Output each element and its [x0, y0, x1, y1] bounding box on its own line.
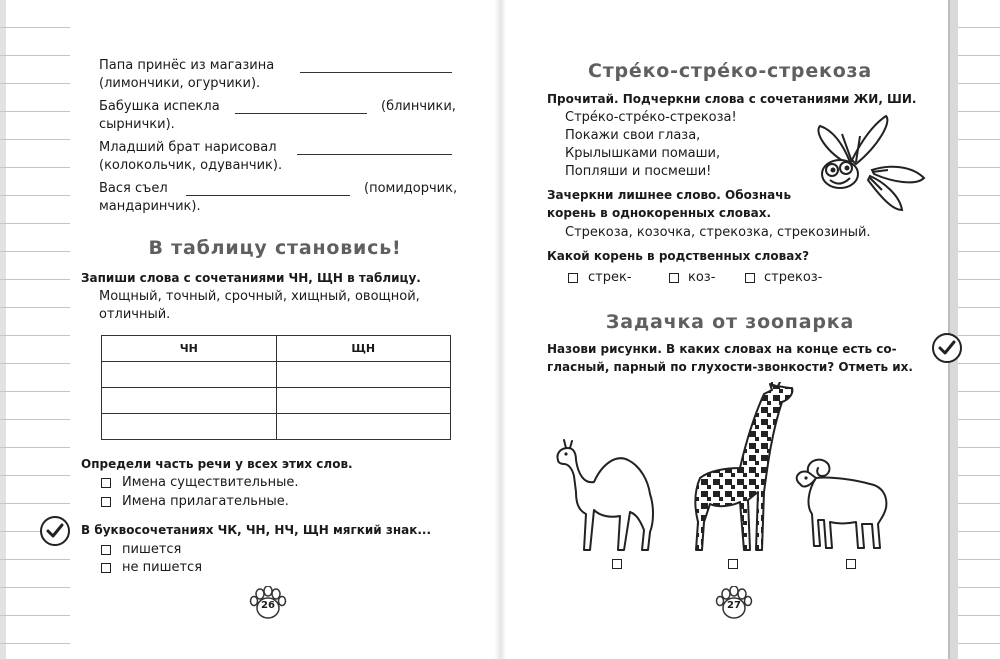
page-number-right: 27 — [727, 600, 741, 611]
checkbox-nouns[interactable] — [101, 478, 111, 488]
poem-line-4: Попляши и посмеши! — [565, 164, 712, 179]
sentence-3-options: (колокольчик, одуванчик). — [99, 158, 283, 173]
word-list-line-2: отличный. — [99, 307, 171, 322]
page-number-badge-left — [248, 586, 288, 620]
checkbox-root-koz[interactable] — [669, 273, 679, 283]
checkbox-root-strek[interactable] — [568, 273, 578, 283]
task2-line-1: Зачеркни лишнее слово. Обозначь — [547, 188, 792, 202]
zoo-instruction-line-1: Назови рисунки. В каких словах на конце есть со- — [547, 342, 897, 356]
root-option-strek: стрек- — [588, 270, 632, 285]
option-nouns: Имена существительные. — [122, 475, 299, 490]
section-title-zoo: Задачка от зоопарка — [605, 311, 855, 333]
table-cell[interactable] — [276, 362, 451, 388]
ruled-margin-left — [0, 0, 70, 659]
checkbox-ram[interactable] — [846, 559, 856, 569]
root-option-koz: коз- — [688, 270, 716, 285]
page-edge-right — [950, 0, 958, 659]
sentence-1-text: Папа принёс из магазина — [99, 58, 275, 73]
ram-illustration — [790, 454, 894, 554]
option-adjectives: Имена прилагательные. — [122, 494, 289, 509]
sentence-3-text: Младший брат нарисовал — [99, 140, 277, 155]
book-spine — [494, 0, 506, 659]
zoo-instruction-line-2: гласный, парный по глухости-звонкости? Отметь их. — [547, 360, 913, 374]
section-title-table: В таблицу становись! — [148, 237, 402, 259]
checkbox-not-written[interactable] — [101, 563, 111, 573]
parts-of-speech-question: Определи часть речи у всех этих слов. — [81, 457, 353, 471]
word-list: Стрекоза, козочка, стрекозка, стрекозиный. — [565, 225, 871, 240]
poem-line-1: Стрéко-стрéко-стрекоза! — [565, 110, 737, 125]
sorting-table — [101, 335, 451, 440]
sentence-4-options: (помидорчик, — [364, 181, 458, 196]
blank-line-2[interactable] — [235, 113, 367, 114]
option-written: пишется — [122, 542, 182, 557]
check-circle-icon — [40, 516, 70, 546]
sentence-2-options: (блинчики, — [381, 99, 456, 114]
soft-sign-question: В буквосочетаниях ЧК, ЧН, НЧ, ЩН мягкий знак... — [81, 523, 432, 537]
sentence-1-options: (лимончики, огурчики). — [99, 76, 261, 91]
blank-line-3[interactable] — [297, 154, 452, 155]
table-cell[interactable] — [102, 388, 277, 414]
camel-illustration — [550, 430, 662, 554]
checkbox-root-strekoz[interactable] — [745, 273, 755, 283]
poem-line-3: Крылышками помаши, — [565, 146, 721, 161]
blank-line-4[interactable] — [186, 195, 350, 196]
dragonfly-instruction: Прочитай. Подчеркни слова с сочетаниями ЖИ, ШИ. — [547, 92, 917, 106]
poem-line-2: Покажи свои глаза, — [565, 128, 701, 143]
option-not-written: не пишется — [122, 560, 203, 575]
checkbox-adjectives[interactable] — [101, 497, 111, 507]
checkbox-camel[interactable] — [612, 559, 622, 569]
table-cell[interactable] — [102, 414, 277, 440]
root-option-strekoz: стрекоз- — [764, 270, 823, 285]
page-number-left: 26 — [261, 600, 275, 611]
table-instruction: Запиши слова с сочетаниями ЧН, ЩН в таблицу. — [81, 271, 421, 285]
table-cell[interactable] — [102, 362, 277, 388]
checkbox-written[interactable] — [101, 545, 111, 555]
sentence-2-options-cont: сырнички). — [99, 117, 175, 132]
task2-line-2: корень в однокоренных словах. — [547, 206, 772, 220]
root-question: Какой корень в родственных словах? — [547, 249, 810, 263]
table-header-chn: ЧН — [102, 336, 277, 362]
giraffe-illustration — [688, 382, 800, 554]
page-number-badge-right — [714, 586, 754, 620]
sentence-4-text: Вася съел — [99, 181, 168, 196]
page-27 — [500, 0, 1000, 659]
blank-line-1[interactable] — [300, 72, 452, 73]
sentence-2-text: Бабушка испекла — [99, 99, 220, 114]
section-title-dragonfly: Стрéко-стрéко-стрекоза — [587, 60, 873, 82]
table-cell[interactable] — [276, 414, 451, 440]
dragonfly-illustration — [812, 112, 930, 212]
checkbox-giraffe[interactable] — [728, 559, 738, 569]
table-cell[interactable] — [276, 388, 451, 414]
sentence-4-options-cont: мандаринчик). — [99, 199, 201, 214]
check-circle-icon — [932, 333, 962, 363]
table-header-shchn: ЩН — [276, 336, 451, 362]
word-list-line-1: Мощный, точный, срочный, хищный, овощной, — [99, 289, 420, 304]
